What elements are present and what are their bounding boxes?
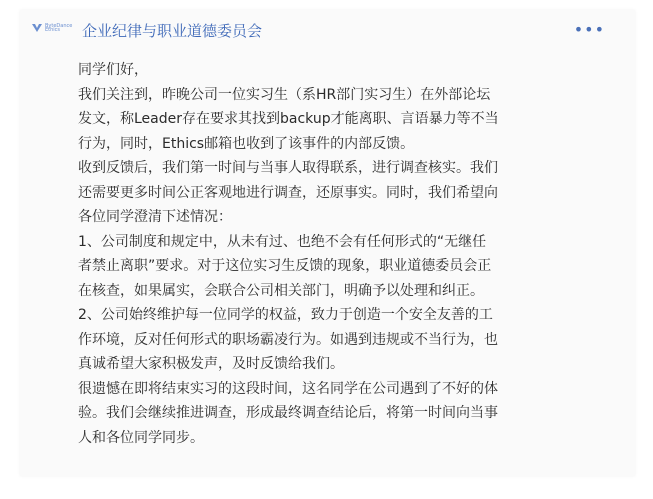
- message-line: 行为，同时，Ethics邮箱也收到了该事件的内部反馈。: [78, 135, 415, 152]
- message-line: 真诚希望大家积极发声，及时反馈给我们。: [78, 356, 344, 372]
- message-line: 收到反馈后，我们第一时间与当事人取得联系，进行调查核实。我们: [78, 160, 498, 176]
- message-line: 2、公司始终维护每一位同学的权益，致力于创造一个安全友善的工: [78, 307, 493, 323]
- channel-title: 企业纪律与职业道德委员会: [82, 22, 263, 40]
- message-line: 人和各位同学同步。: [78, 429, 204, 446]
- message-line: 在核查，如果属实，会联合公司相关部门，明确予以处理和纠正。: [78, 282, 484, 299]
- message-line: 各位同学澄清下述情况：: [78, 209, 232, 225]
- message-header: [20, 10, 635, 50]
- message-body: [78, 58, 598, 450]
- message-line: 者禁止离职”要求。对于这位实习生反馈的现象，职业道德委员会正: [78, 258, 492, 274]
- message-line: 作环境，反对任何形式的职场霸凌行为。如遇到违规或不当行为，也: [78, 331, 498, 348]
- more-options-button[interactable]: •••: [573, 20, 605, 39]
- message-line: 发文，称Leader存在要求其找到backup才能离职、言语暴力等不当: [78, 111, 499, 127]
- logo-mark-icon: [32, 24, 42, 32]
- message-line: 验。我们会继续推进调查，形成最终调查结论后，将第一时间向当事: [78, 405, 498, 421]
- message-line: 1、公司制度和规定中，从未有过、也绝不会有任何形式的“无继任: [78, 233, 487, 250]
- message-line: 我们关注到，昨晚公司一位实习生（系HR部门实习生）在外部论坛: [78, 86, 491, 103]
- message-card: [20, 10, 635, 476]
- message-line: 很遗憾在即将结束实习的这段时间，这名同学在公司遇到了不好的体: [78, 380, 498, 397]
- message-line: 同学们好，: [78, 62, 148, 78]
- sender-logo: [32, 23, 73, 33]
- logo-text: ByteDance Ethics: [45, 23, 73, 33]
- message-line: 还需要更多时间公正客观地进行调查，还原事实。同时，我们希望向: [78, 184, 498, 201]
